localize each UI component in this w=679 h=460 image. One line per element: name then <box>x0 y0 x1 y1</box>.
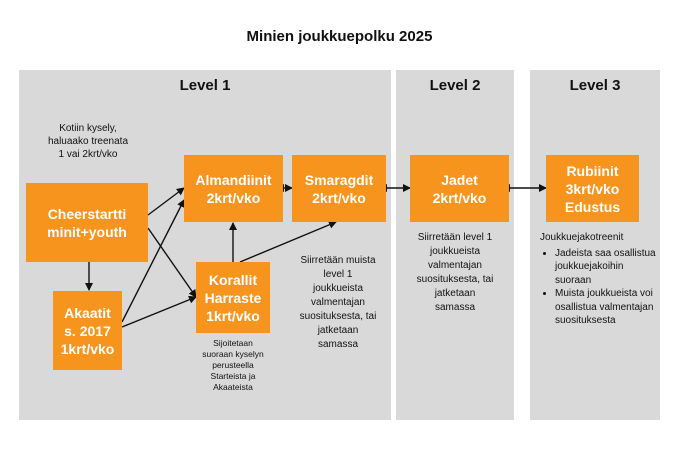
box-smaragdit-label: Smaragdit 2krt/vko <box>304 171 374 206</box>
level-1-title: Level 1 <box>179 77 231 94</box>
note-joukkuejakotreenit <box>540 231 658 328</box>
box-cheerstartti-label: Cheerstartti minit+youth <box>47 205 127 240</box>
box-rubiinit <box>546 155 639 222</box>
joukkuejakotreenit-title: Joukkuejakotreenit <box>540 232 624 243</box>
box-akaatit <box>53 291 122 370</box>
note-sijoitetaan: Sijoitetaan suoraan kyselyn perusteella Starteista ja Akaateista <box>202 338 264 392</box>
note-kotiin-kysely: Kotiin kysely, haluaako treenata 1 vai 2krt/vko <box>47 123 129 160</box>
note-level2: Siirretään level 1 joukkueista valmentajan suosituksesta, tai jatketaan samassa <box>416 232 494 313</box>
level-2-title: Level 2 <box>429 77 481 94</box>
joukkuejakotreenit-list <box>540 247 658 328</box>
box-almandiinit <box>184 155 283 222</box>
diagram-title: Minien joukkuepolku 2025 <box>246 28 433 45</box>
level-3-title: Level 3 <box>569 77 621 94</box>
joukkuejakotreenit-item: • Muista joukkueista voi osallistua valmentajan suosituksesta <box>555 287 658 328</box>
box-jadet <box>410 155 509 222</box>
box-korallit-label: Korallit Harraste 1krt/vko <box>204 271 262 324</box>
box-rubiinit-label: Rubiinit 3krt/vko Edustus <box>564 162 621 215</box>
box-korallit <box>196 262 270 333</box>
box-smaragdit <box>292 155 386 222</box>
note-siirretaan-muista: Siirretään muista level 1 joukkueista valmentajan suosituksesta, tai jatketaan samassa <box>299 255 377 350</box>
arrow-cheerstartti-korallit <box>148 228 196 297</box>
box-akaatit-label: Akaatit s. 2017 1krt/vko <box>60 304 115 357</box>
joukkuejakotreenit-item: • Jadeista saa osallistua joukkuejakoihin suoraan <box>555 247 658 288</box>
box-almandiinit-label: Almandiinit 2krt/vko <box>195 171 272 206</box>
box-cheerstartti <box>26 183 148 262</box>
box-jadet-label: Jadet 2krt/vko <box>432 171 487 206</box>
